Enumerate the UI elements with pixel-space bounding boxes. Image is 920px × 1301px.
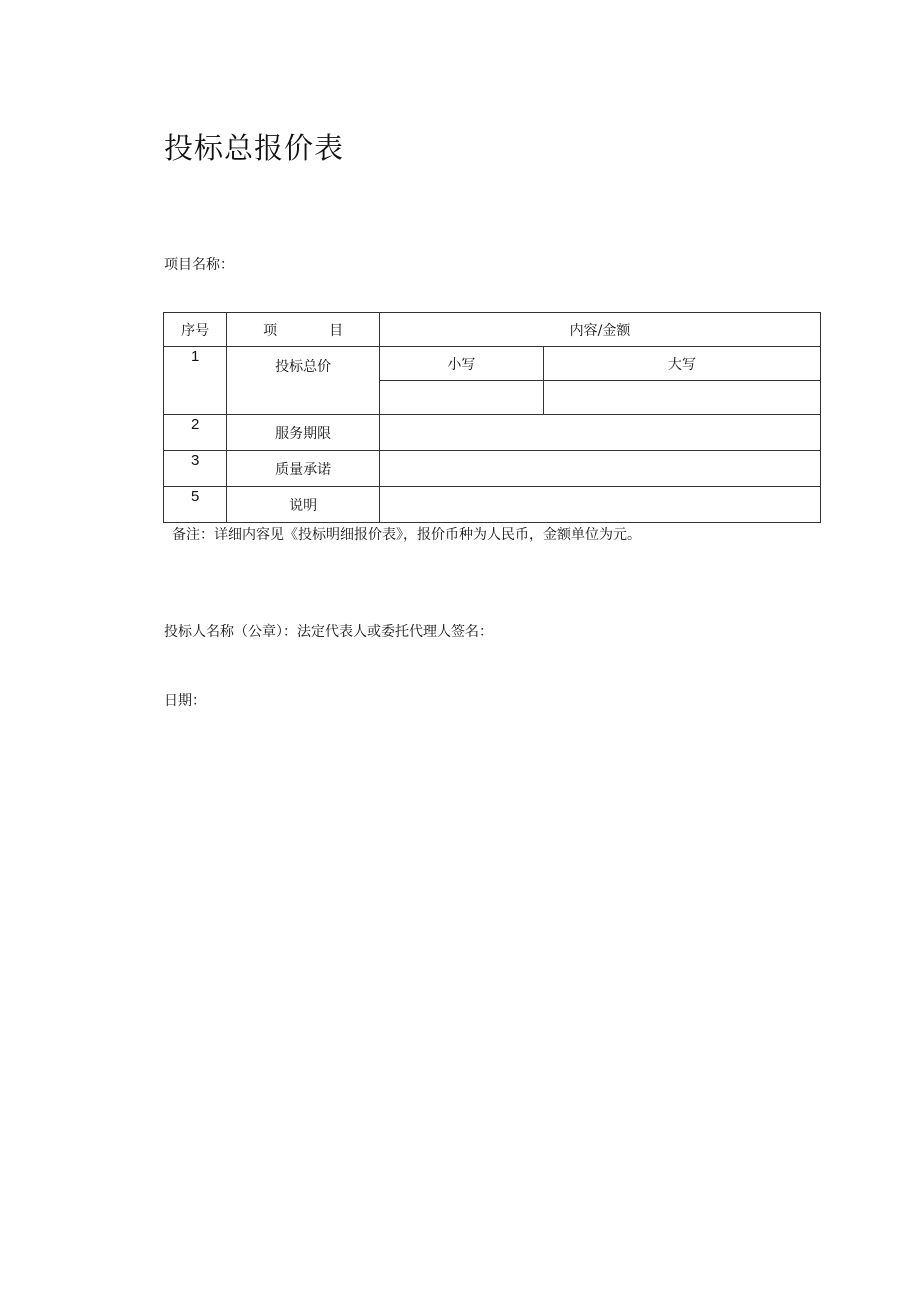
bidder-signature-line: 投标人名称（公章）：法定代表人或委托代理人签名： xyxy=(164,624,493,640)
table-header-row xyxy=(164,313,821,347)
document-title: 投标总报价表 xyxy=(164,131,345,165)
row1-seq xyxy=(164,347,227,415)
date-label: 日期： xyxy=(164,693,206,709)
project-name-label: 项目名称： xyxy=(164,257,234,273)
table-row xyxy=(164,451,821,487)
row3-item: 质量承诺 xyxy=(227,451,380,487)
header-content: 内容/金额 xyxy=(379,313,820,347)
row4-item: 说明 xyxy=(227,487,380,523)
row1-small-label: 小写 xyxy=(379,347,543,381)
table-row xyxy=(164,415,821,451)
row3-seq-text: 3 xyxy=(190,452,200,469)
row4-seq-text: 5 xyxy=(190,488,200,505)
row4-value[interactable] xyxy=(379,487,820,523)
row1-big-label: 大写 xyxy=(543,347,820,381)
row1-seq-text: 1 xyxy=(190,348,200,365)
row1-small-value[interactable] xyxy=(379,381,543,415)
row1-big-value[interactable] xyxy=(543,381,820,415)
row1-item: 投标总价 xyxy=(227,347,380,415)
header-item-text: 项 目 xyxy=(263,322,344,339)
row2-seq xyxy=(164,415,227,451)
header-item xyxy=(227,313,380,347)
row3-seq xyxy=(164,451,227,487)
header-seq: 序号 xyxy=(164,313,227,347)
row2-item: 服务期限 xyxy=(227,415,380,451)
bid-price-table xyxy=(163,312,821,523)
table-row xyxy=(164,347,821,381)
remark-note: 备注：详细内容见《投标明细报价表》，报价币种为人民币，金额单位为元。 xyxy=(172,527,641,543)
row2-value[interactable] xyxy=(379,415,820,451)
row2-seq-text: 2 xyxy=(190,416,200,433)
row3-value[interactable] xyxy=(379,451,820,487)
row4-seq xyxy=(164,487,227,523)
table-row xyxy=(164,487,821,523)
